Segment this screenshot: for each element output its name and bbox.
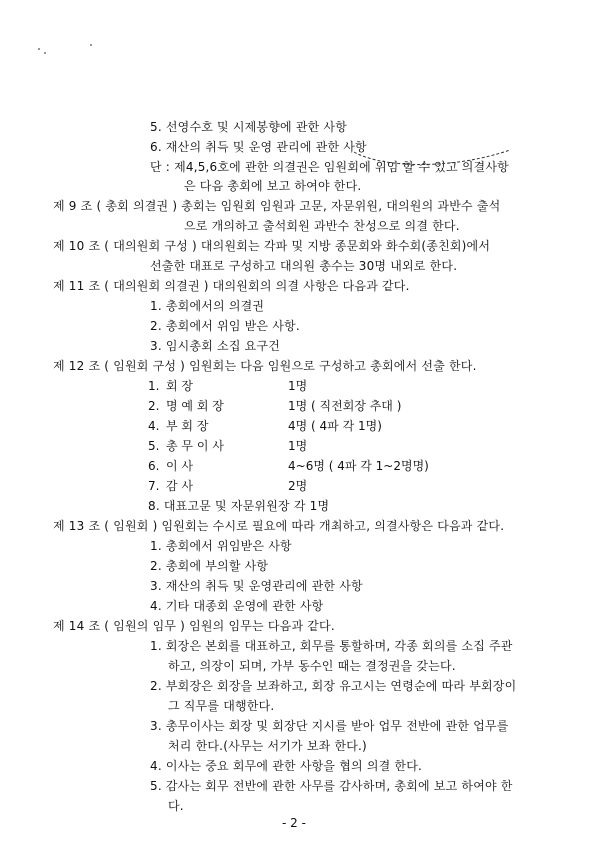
article-9-line: 제 9 조 ( 총회 의결권 ) 총회는 임원회 임원과 고문, 자문위원, 대의원의 과반수 출석: [53, 199, 501, 213]
officer-title: 부 회 장: [166, 419, 209, 433]
article-12-title: 제 12 조 ( 임원회 구성 ) 임원회는 다음 임원으로 구성하고 총회에서 선출 한다.: [53, 359, 477, 373]
officer-title: 총 무 이 사: [166, 439, 224, 453]
duty-line: 5. 감사는 회무 전반에 관한 사무를 감사하며, 총회에 보고 하여야 한: [150, 779, 513, 793]
officer-num: 2.: [148, 399, 160, 413]
officer-num: 7.: [148, 479, 160, 493]
scan-speck: [90, 44, 92, 46]
officer-title: 회 장: [166, 379, 193, 393]
item-5: 5. 선영수호 및 시제봉향에 관한 사항: [150, 120, 348, 134]
handwritten-curve: [352, 148, 512, 170]
officer-title: 명 예 회 장: [166, 399, 224, 413]
duty-line: 1. 회장은 본회를 대표하고, 회무를 통할하며, 각종 회의를 소집 주관: [150, 639, 513, 653]
page-number: - 2 -: [282, 816, 306, 830]
officer-num: 4.: [148, 419, 160, 433]
officer-num: 5.: [148, 439, 160, 453]
article-11-title: 제 11 조 ( 대의원회 의결권 ) 대의원회의 의결 사항은 다음과 같다.: [53, 279, 410, 293]
officer-num: 1.: [148, 379, 160, 393]
duty-line: 2. 부회장은 회장을 보좌하고, 회장 유고시는 연령순에 따라 부회장이: [150, 679, 517, 693]
scan-speck: [38, 48, 40, 50]
officer-count: 4~6명 ( 4파 각 1~2명명): [288, 459, 429, 473]
officer-title: 감 사: [166, 479, 193, 493]
article-10-line: 선출한 대표로 구성하고 대의원 총수는 30명 내외로 한다.: [150, 259, 458, 273]
officer-count: 4명 ( 4파 각 1명): [288, 419, 382, 433]
article-10-line: 제 10 조 ( 대의원회 구성 ) 대의원회는 각파 및 지방 종문회와 화수회(종친회)에서: [53, 239, 491, 253]
list-item: 4. 기타 대종회 운영에 관한 사항: [150, 599, 324, 613]
note-line: 단 : 제4,5,6호에 관한 의결권은 임원회에 위임 할 수 있고 의결사항: [150, 160, 509, 174]
list-item: 3. 임시총회 소집 요구건: [150, 339, 281, 353]
scan-speck: [44, 52, 46, 54]
officer-row-advisors: 8. 대표고문 및 자문위원장 각 1명: [148, 499, 330, 513]
officer-count: 1명: [288, 379, 308, 393]
officer-count: 1명: [288, 439, 308, 453]
list-item: 1. 총회에서 위임받은 사항: [150, 539, 292, 553]
item-6: 6. 재산의 취득 및 운영 관리에 관한 사항: [150, 140, 367, 154]
duty-line: 4. 이사는 중요 회무에 관한 사항을 협의 의결 한다.: [150, 759, 423, 773]
officer-count: 1명 ( 직전회장 추대 ): [288, 399, 402, 413]
article-14-title: 제 14 조 ( 임원의 임무 ) 임원의 임무는 다음과 같다.: [53, 619, 335, 633]
duty-line: 그 직무를 대행한다.: [168, 699, 275, 713]
list-item: 1. 총회에서의 의결권: [150, 299, 265, 313]
list-item: 3. 재산의 취득 및 운영관리에 관한 사항: [150, 579, 363, 593]
officer-title: 이 사: [166, 459, 193, 473]
duty-line: 다.: [168, 799, 184, 813]
article-9-line: 으로 개의하고 출석회원 과반수 찬성으로 의결 한다.: [184, 219, 460, 233]
note-line: 은 다음 총회에 보고 하여야 한다.: [184, 179, 362, 193]
officer-num: 6.: [148, 459, 160, 473]
list-item: 2. 총회에 부의할 사항: [150, 559, 269, 573]
article-13-title: 제 13 조 ( 임원회 ) 임원회는 수시로 필요에 따라 개최하고, 의결사항은 다음과 같다.: [53, 519, 505, 533]
officer-count: 2명: [288, 479, 308, 493]
duty-line: 처리 한다.(사무는 서기가 보좌 한다.): [168, 739, 367, 753]
duty-line: 3. 총무이사는 회장 및 회장단 지시를 받아 업무 전반에 관한 업무를: [150, 719, 509, 733]
list-item: 2. 총회에서 위임 받은 사항.: [150, 319, 300, 333]
duty-line: 하고, 의장이 되며, 가부 동수인 때는 결정권을 갖는다.: [168, 659, 456, 673]
